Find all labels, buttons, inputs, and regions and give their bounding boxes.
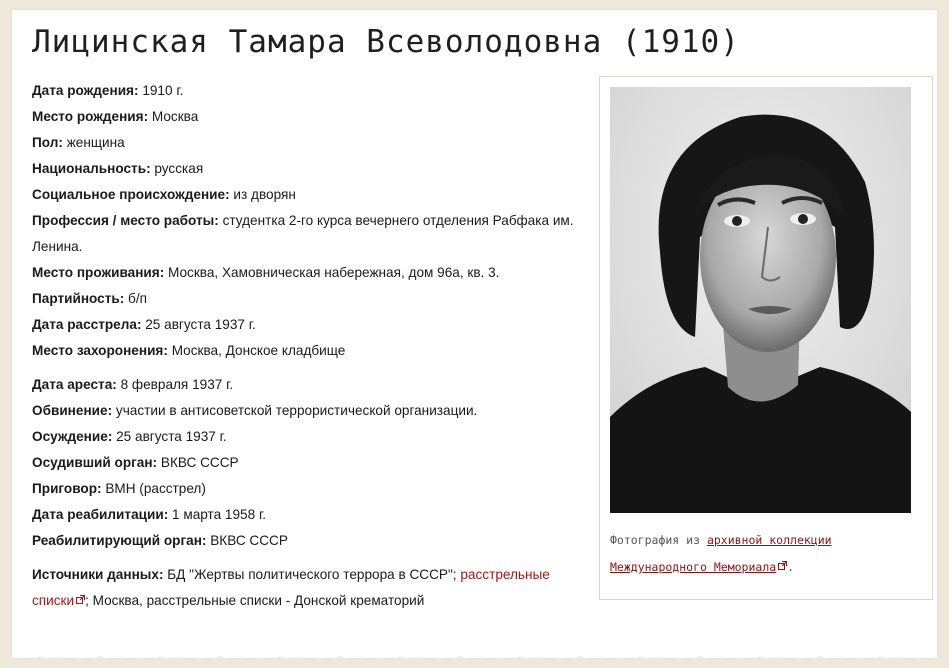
field-sentence (32, 476, 577, 502)
field-label: Дата реабилитации: (32, 507, 169, 522)
field-execution-date (32, 312, 577, 338)
field-label: Дата расстрела: (32, 317, 142, 332)
field-label: Место рождения: (32, 109, 149, 124)
field-nationality (32, 156, 577, 182)
field-label: Дата ареста: (32, 377, 117, 392)
person-info (32, 78, 577, 614)
sources-text: БД "Жертвы политического террора в СССР"; (163, 567, 461, 582)
field-label: Место проживания: (32, 265, 165, 280)
field-label: Источники данных: (32, 567, 164, 582)
sources-text-after: ; Москва, расстрельные списки - Донской крематорий (85, 593, 425, 608)
field-conviction (32, 424, 577, 450)
field-value: Москва (151, 109, 199, 124)
field-social-origin (32, 182, 577, 208)
photo-frame (599, 76, 933, 600)
field-value: русская (154, 161, 204, 176)
field-rehabilitating-body (32, 528, 577, 554)
field-value: ВКВС СССР (210, 533, 288, 548)
field-sources (32, 562, 577, 614)
field-value: ВКВС СССР (160, 455, 239, 470)
caption-end: . (787, 560, 795, 574)
field-label: Осуждение: (32, 429, 113, 444)
field-label: Осудивший орган: (32, 455, 158, 470)
field-charge (32, 398, 577, 424)
person-card (12, 10, 937, 658)
field-value: 1910 г. (142, 83, 184, 98)
portrait-photo (610, 87, 911, 513)
field-label: Дата рождения: (32, 83, 139, 98)
field-residence (32, 260, 577, 286)
field-value: б/п (128, 291, 147, 306)
link-label: архивной коллекции Международного Мемориала (610, 533, 832, 574)
field-sex (32, 130, 577, 156)
field-value: студентка 2-го курса вечернего отделения Рабфака им. Ленина. (32, 213, 574, 254)
torn-paper-edge (0, 654, 949, 668)
external-link-icon (778, 561, 787, 570)
field-party (32, 286, 577, 312)
field-profession (32, 208, 577, 260)
field-label: Реабилитирующий орган: (32, 533, 207, 548)
field-value: участии в антисоветской террористической организации. (115, 403, 478, 418)
field-value: 8 февраля 1937 г. (120, 377, 234, 392)
field-arrest-date (32, 372, 577, 398)
field-rehabilitation-date (32, 502, 577, 528)
external-link-icon (76, 595, 85, 604)
page-title: Лицинская Тамара Всеволодовна (1910) (32, 24, 740, 60)
field-label: Профессия / место работы: (32, 213, 219, 228)
link-label: расстрельные списки (32, 567, 550, 608)
section-gap (32, 364, 577, 372)
field-value: 1 марта 1958 г. (172, 507, 267, 522)
field-value: Москва, Донское кладбище (171, 343, 346, 358)
field-value: 25 августа 1937 г. (145, 317, 256, 332)
field-birth-place (32, 104, 577, 130)
field-birth-date (32, 78, 577, 104)
field-label: Партийность: (32, 291, 125, 306)
field-label: Место захоронения: (32, 343, 168, 358)
field-label: Приговор: (32, 481, 102, 496)
photo-caption (610, 527, 922, 581)
field-burial-place (32, 338, 577, 364)
caption-text: Фотография из (610, 533, 707, 547)
field-label: Национальность: (32, 161, 151, 176)
field-value: из дворян (233, 187, 296, 202)
field-label: Пол: (32, 135, 63, 150)
field-convicting-body (32, 450, 577, 476)
field-label: Обвинение: (32, 403, 113, 418)
field-value: ВМН (расстрел) (105, 481, 206, 496)
field-value: 25 августа 1937 г. (116, 429, 227, 444)
field-label: Социальное происхождение: (32, 187, 230, 202)
field-value: Москва, Хамовническая набережная, дом 96а, кв. 3. (168, 265, 500, 280)
field-value: женщина (66, 135, 125, 150)
